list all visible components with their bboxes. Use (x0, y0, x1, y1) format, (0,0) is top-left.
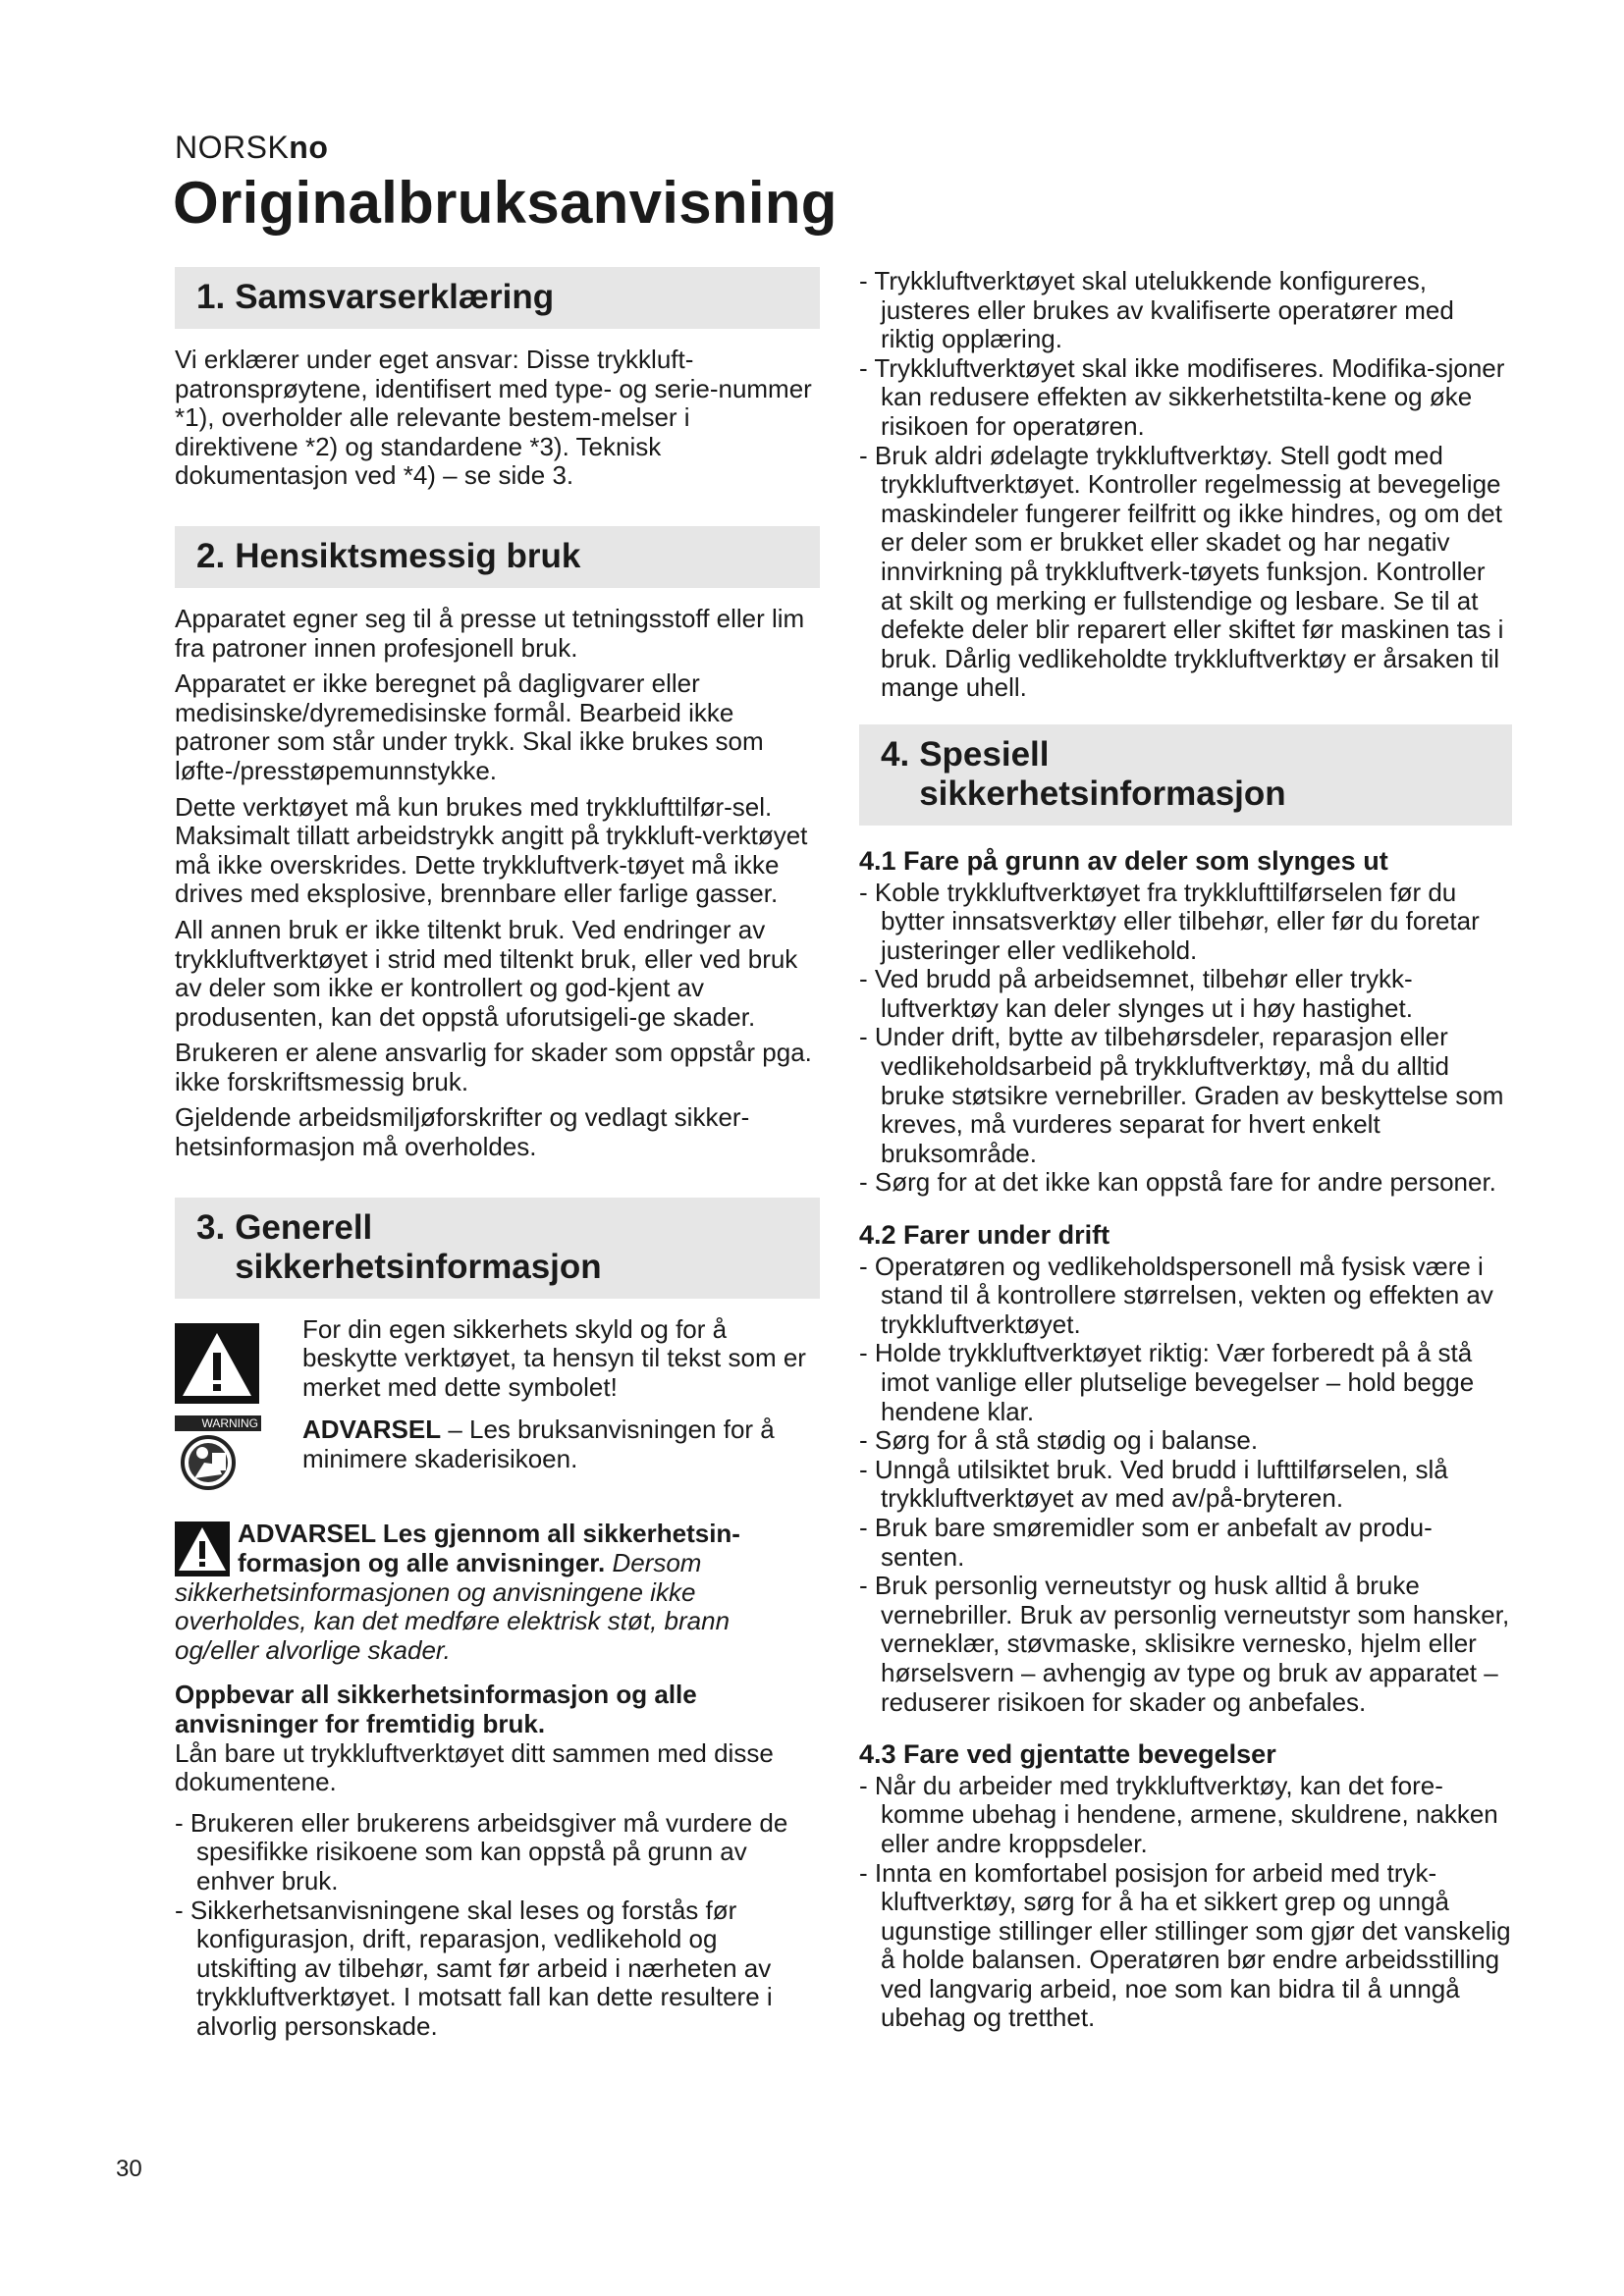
read-all-warning (175, 1520, 820, 1665)
list-item: - Koble trykkluftverktøyet fra trykklufttilførselen før du bytter innsatsverktøy eller tilbehør, eller før du foretar justeringer eller vedlikehold. (859, 879, 1512, 966)
advarsel-2-bold: ADVARSEL Les gjennom all sikkerhetsin-formasjon og alle anvisninger. (238, 1519, 740, 1578)
subsection-4-3-bullets (859, 1772, 1512, 2033)
warning-triangle-icon (175, 1323, 259, 1404)
subsection-4-2-title: 4.2 Farer under drift (859, 1220, 1110, 1251)
subsection-4-3-title: 4.3 Fare ved gjentatte bevegelser (859, 1739, 1276, 1770)
read-manual-icon (179, 1435, 244, 1490)
keep-instructions-text: Lån bare ut trykkluftverktøyet ditt sammen med disse dokumentene. (175, 1737, 774, 1797)
list-item: - Sørg for at det ikke kan oppstå fare for andre personer. (859, 1168, 1512, 1198)
section-1-text: Vi erklærer under eget ansvar: Disse trykkluft-patronsprøytene, identifisert med type- og serie-nummer *1), overholder alle relevante bestem-melser i direktivene *2) og standardene *3). Teknisk dokumentasjon ved *4) – se side 3. (175, 345, 812, 491)
right-column (859, 267, 1512, 2033)
subsection-4-1-title: 4.1 Fare på grunn av deler som slynges ut (859, 845, 1388, 876)
section-1-number: 1. (196, 278, 226, 316)
left-column (175, 267, 820, 2042)
safety-symbol-text: For din egen sikkerhets skyld og for å beskytte verktøyet, ta hensyn til tekst som er merket med dette symbolet! (302, 1313, 806, 1402)
read-manual-text (302, 1415, 820, 1473)
section-2-paragraph: Gjeldende arbeidsmiljøforskrifter og vedlagt sikker-hetsinformasjon må overholdes. (175, 1102, 750, 1162)
section-2-paragraph: Dette verktøyet må kun brukes med trykklufttilfør-sel. Maksimalt tillatt arbeidstrykk angitt på trykkluft-verktøyet må ikke overskrides. Dette trykkluftverk-tøyet må ikke drives med eksplosive, brennbare eller farlige gasser. (175, 791, 808, 909)
warning-triangle-small-icon (175, 1522, 230, 1576)
section-4-title (919, 735, 1285, 814)
section-4-heading (859, 724, 1512, 826)
list-item: - Unngå utilsiktet bruk. Ved brudd i lufttilførselen, slå trykkluftverktøyet av med av/på-bryteren. (859, 1456, 1512, 1514)
read-manual-icon-group (175, 1415, 261, 1490)
section-3-number: 3. (196, 1207, 226, 1247)
section-3-title-line2: sikkerhetsinformasjon (235, 1247, 602, 1286)
advarsel-text: – Les bruksanvisningen for å minimere skaderisikoen. (302, 1415, 775, 1474)
list-item: - Sørg for å stå stødig og i balanse. (859, 1426, 1512, 1456)
list-item: - Brukeren eller brukerens arbeidsgiver må vurdere de spesifikke risikoene som kan oppstå på grunn av enhver bruk. (175, 1809, 820, 1896)
language-code: no (289, 130, 329, 165)
list-item: - Ved brudd på arbeidsemnet, tilbehør eller trykk-luftverktøy kan deler slynges ut i høy hastighet. (859, 965, 1512, 1023)
section-2-paragraph: All annen bruk er ikke tiltenkt bruk. Ved endringer av trykkluftverktøyet i strid med tiltenkt bruk, eller ved bruk av deler som ikke er kontrollert og god-kjent av produsenten, kan det oppstå uforutsigeli-ge skader. (175, 914, 798, 1032)
section-4-number: 4. (881, 734, 910, 774)
section-3-heading (175, 1198, 820, 1299)
list-item: - Når du arbeider med trykkluftverktøy, kan det fore-komme ubehag i hendene, armene, skuldrene, nakken eller andre kroppsdeler. (859, 1772, 1512, 1859)
list-item: - Bruk bare smøremidler som er anbefalt av produ-senten. (859, 1514, 1512, 1572)
safety-symbol-row (175, 1315, 820, 1403)
list-item: - Innta en komfortabel posisjon for arbeid med tryk-kluftverktøy, sørg for å ha et sikkert grep og unngå ugunstige stillinger eller stillinger som gjør det vanskelig å holde balansen. Operatøren bør endre arbeidsstilling ved langvarig arbeid, noe som kan bidra til å unngå ubehag og tretthet. (859, 1859, 1512, 2034)
language-header (175, 130, 328, 166)
list-item: - Trykkluftverktøyet skal utelukkende konfigureres, justeres eller brukes av kvalifiserte operatører med riktig opplæring. (859, 267, 1512, 354)
section-2-number: 2. (196, 536, 226, 575)
list-item: - Bruk aldri ødelagte trykkluftverktøy. Stell godt med trykkluftverktøyet. Kontroller regelmessig at bevegelige maskindeler fungerer feilfritt og ikke hindres, og om det er deler som er brukket eller skadet og har negativ innvirkning på trykkluftverk-tøyets funksjon. Kontroller at skilt og merking er fullstendige og lesbare. Se til at defekte deler blir reparert eller skiftet før maskinen tas i bruk. Dårlig vedlikeholdte trykkluftverktøy er årsaken til mange uhell. (859, 442, 1512, 703)
section-1-title: Samsvarserklæring (235, 278, 555, 316)
section-2-paragraph: Apparatet er ikke beregnet på dagligvarer eller medisinske/dyremedisinske formål. Bearbeid ikke patroner som står under trykk. Skal ikke brukes som løfte-/presstøpemunnstykke. (175, 668, 764, 785)
list-item: - Bruk personlig verneutstyr og husk alltid å bruke vernebriller. Bruk av personlig verneutstyr som hansker, verneklær, støvmaske, sklisikre vernesko, hjelm eller hørselsvern – avhengig av type og bruk av apparatet – reduserer risikoen for skader og anbefales. (859, 1572, 1512, 1717)
list-item: - Operatøren og vedlikeholdspersonell må fysisk være i stand til å kontrollere størrelsen, vekten og effekten av trykkluftverktøyet. (859, 1253, 1512, 1340)
subsection-4-2-bullets (859, 1253, 1512, 1718)
section-2-heading (175, 526, 820, 588)
subsection-4-1-bullets (859, 879, 1512, 1199)
keep-instructions-bold: Oppbevar all sikkerhetsinformasjon og alle anvisninger for fremtidig bruk. (175, 1680, 697, 1738)
section-3-bullets-left (175, 1809, 820, 2042)
warning-label: WARNING (175, 1415, 261, 1431)
section-2-title: Hensiktsmessig bruk (235, 536, 581, 575)
section-4-title-line2: sikkerhetsinformasjon (919, 774, 1286, 813)
list-item: - Sikkerhetsanvisningene skal leses og forstås før konfigurasjon, drift, reparasjon, vedlikehold og utskifting av tilbehør, samt før arbeid i nærheten av trykkluftverktøyet. I motsatt fall kan dette resultere i alvorlig personskade. (175, 1896, 820, 2042)
section-2-paragraph: Apparatet egner seg til å presse ut tetningsstoff eller lim fra patroner innen profesjonell bruk. (175, 603, 805, 663)
advarsel-label: ADVARSEL (302, 1415, 442, 1445)
page-number: 30 (116, 2156, 142, 2182)
section-3-title (235, 1208, 601, 1287)
document-title: Originalbruksanvisning (173, 170, 838, 236)
language-label: NORSK (175, 130, 290, 165)
read-all-text (175, 1520, 820, 1665)
section-2-paragraph: Brukeren er alene ansvarlig for skader som oppstår pga. ikke forskriftsmessig bruk. (175, 1038, 812, 1096)
advarsel-2-italic: Dersom sikkerhetsinformasjonen og anvisningene ikke overholdes, kan det medføre elektrisk støt, brann og/eller alvorlige skader. (175, 1548, 731, 1665)
list-item: - Holde trykkluftverktøyet riktig: Vær forberedt på å stå imot vanlige eller plutselige bevegelser – hold begge hendene klar. (859, 1339, 1512, 1426)
section-4-title-line1: Spesiell (919, 734, 1050, 774)
section-3-bullets-right (859, 267, 1512, 703)
read-manual-warning (175, 1415, 820, 1504)
section-1-heading (175, 267, 820, 329)
list-item: - Trykkluftverktøyet skal ikke modifiseres. Modifika-sjoner kan redusere effekten av sikkerhetstilta-kene og øke risikoen for operatøren. (859, 354, 1512, 442)
section-3-title-line1: Generell (235, 1207, 373, 1247)
list-item: - Under drift, bytte av tilbehørsdeler, reparasjon eller vedlikeholdsarbeid på trykkluftverktøy, må du alltid bruke støtsikre vernebriller. Graden av beskyttelse som kreves, må vurderes separat for hvert enkelt bruksområde. (859, 1023, 1512, 1168)
